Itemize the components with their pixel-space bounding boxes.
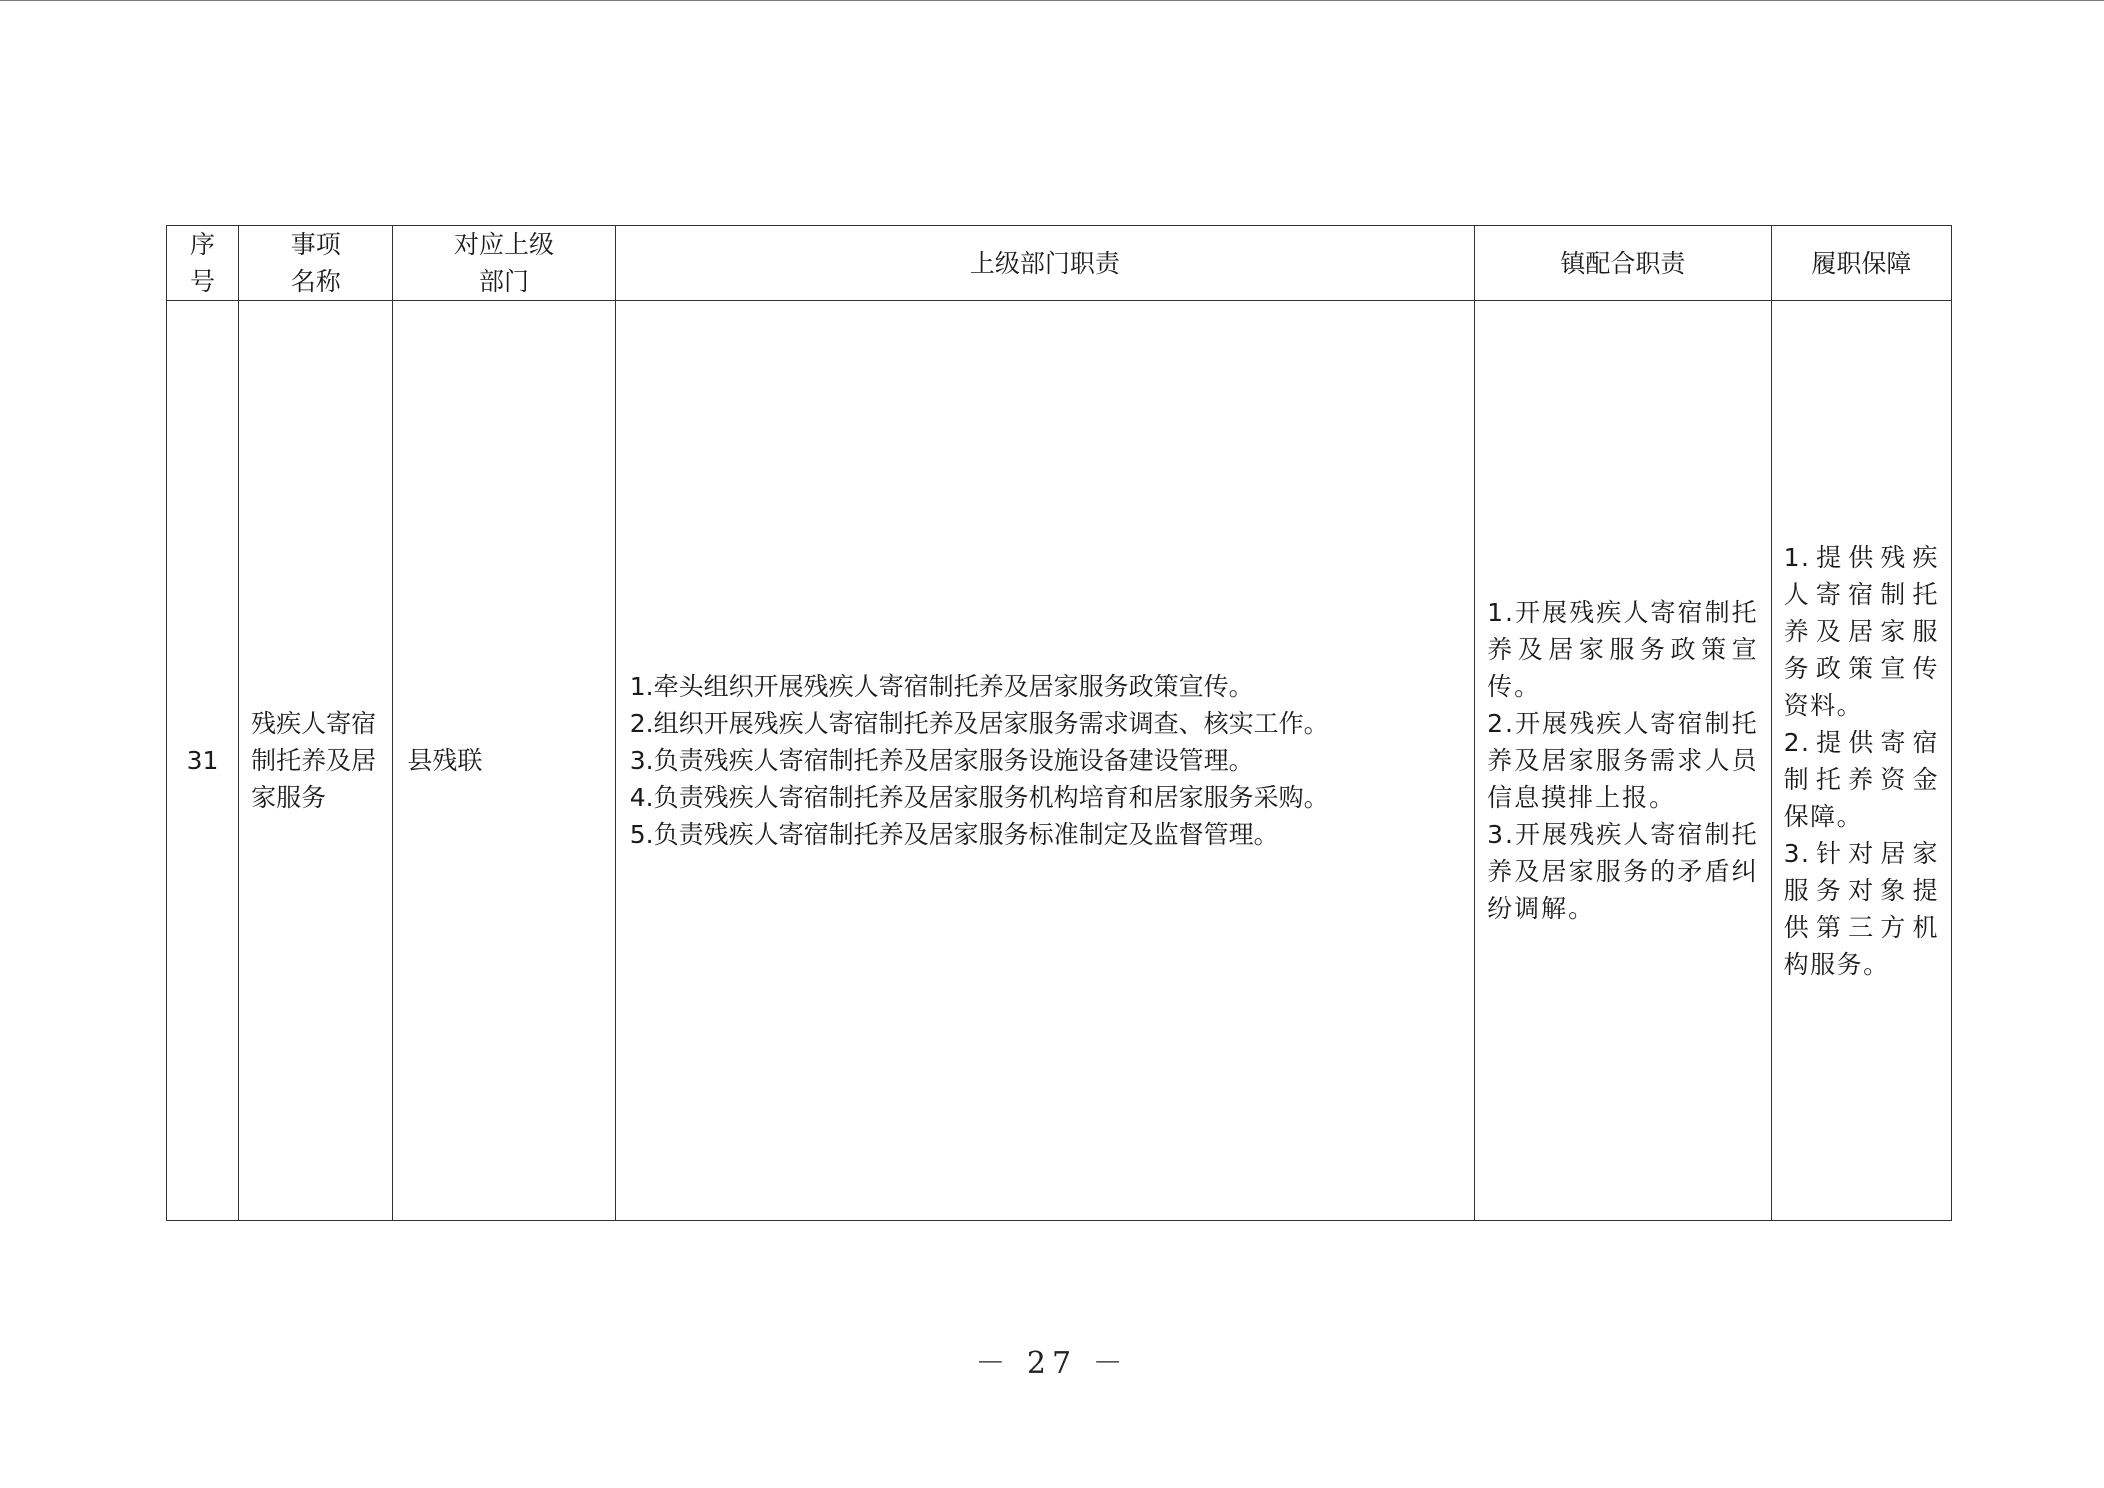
- row-item-name-text: 残疾人寄宿制托养及居家服务: [251, 709, 377, 812]
- header-name-line-2: 名称: [290, 267, 341, 296]
- guarantee-1: 1.提供残疾人寄宿制托养及居家服务政策宣传资料。: [1783, 542, 1939, 720]
- header-dept: [393, 226, 615, 301]
- upper-duty-3: 3.负责残疾人寄宿制托养及居家服务设施设备建设管理。: [629, 746, 1254, 775]
- header-upper-duties: 上级部门职责: [615, 226, 1474, 301]
- row-town-duties: [1475, 301, 1771, 1221]
- guarantee-2: 2.提供寄宿制托养资金保障。: [1783, 727, 1939, 831]
- table-row: [167, 301, 1952, 1221]
- guarantee-3: 3.针对居家服务对象提供第三方机构服务。: [1783, 838, 1939, 979]
- town-duty-2: 2.开展残疾人寄宿制托养及居家服务需求人员信息摸排上报。: [1487, 709, 1759, 812]
- header-dept-line-1: 对应上级: [454, 230, 555, 259]
- header-guarantees: 履职保障: [1771, 226, 1951, 301]
- upper-duty-2: 2.组织开展残疾人寄宿制托养及居家服务需求调查、核实工作。: [629, 709, 1329, 738]
- header-seq: [167, 226, 239, 301]
- row-seq: 31: [167, 301, 239, 1221]
- page-top-edge: [0, 0, 2104, 1]
- header-seq-line-1: 序: [190, 230, 216, 259]
- header-town-duties: 镇配合职责: [1475, 226, 1771, 301]
- header-dept-line-2: 部门: [479, 267, 530, 296]
- header-row: [167, 226, 1952, 301]
- row-upper-duties: [615, 301, 1474, 1221]
- upper-duty-4: 4.负责残疾人寄宿制托养及居家服务机构培育和居家服务采购。: [629, 783, 1329, 812]
- upper-duty-1: 1.牵头组织开展残疾人寄宿制托养及居家服务政策宣传。: [629, 672, 1254, 701]
- upper-duty-5: 5.负责残疾人寄宿制托养及居家服务标准制定及监督管理。: [629, 820, 1279, 849]
- header-seq-line-2: 号: [190, 267, 216, 296]
- page-number: － 27 －: [975, 1346, 1129, 1381]
- town-duty-1: 1.开展残疾人寄宿制托养及居家服务政策宣传。: [1487, 598, 1759, 701]
- row-item-name: [239, 301, 393, 1221]
- row-dept: 县残联: [393, 301, 615, 1221]
- duty-table: [166, 225, 1952, 1221]
- header-name-line-1: 事项: [290, 230, 341, 259]
- row-guarantees: [1771, 301, 1951, 1221]
- header-name: [239, 226, 393, 301]
- town-duty-3: 3.开展残疾人寄宿制托养及居家服务的矛盾纠纷调解。: [1487, 820, 1759, 923]
